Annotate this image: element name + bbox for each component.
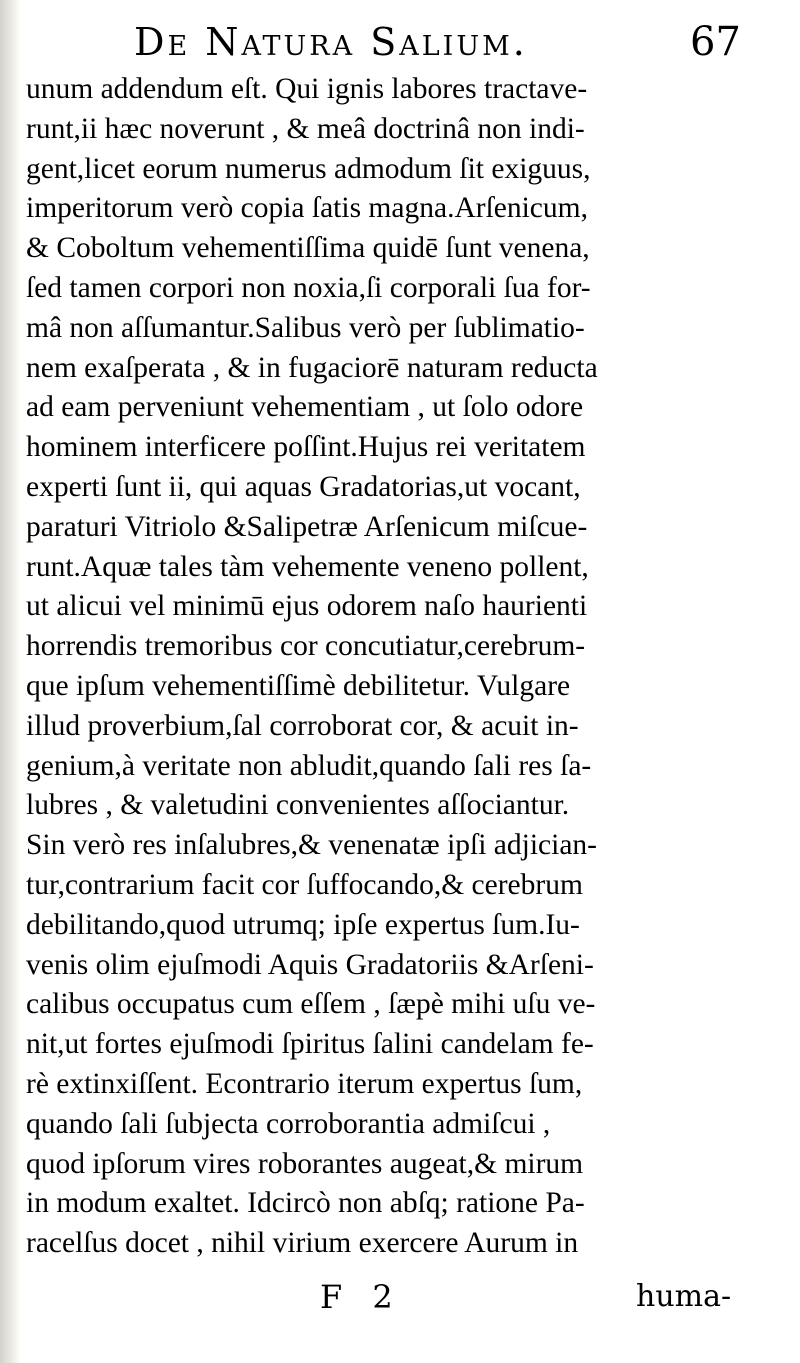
text-line: runt,ii hæc noverunt , & meâ doctrinâ non indi- bbox=[26, 112, 585, 145]
text-line: Sin verò res inſalubres,& venenatæ ipſi adjician- bbox=[26, 829, 598, 862]
text-line: rè extinxiſſent. Econtrario iterum expertus ſum, bbox=[26, 1067, 583, 1100]
text-line: ſed tamen corpori non noxia,ſi corporali ſua for- bbox=[26, 271, 591, 304]
text-line: hominem interficere poſſint.Hujus rei veritatem bbox=[26, 431, 586, 464]
text-line: tur,contrarium facit cor ſuffocando,& cerebrum bbox=[26, 868, 583, 901]
text-line: horrendis tremoribus cor concutiatur,cerebrum- bbox=[26, 630, 586, 663]
text-line: ut alicui vel minimū ejus odorem naſo haurienti bbox=[26, 590, 588, 623]
page-edge-shadow bbox=[0, 0, 22, 1363]
text-line: debilitando,quod utrumq; ipſe expertus ſum.Iu- bbox=[26, 908, 580, 941]
text-line: illud proverbium,ſal corroborat cor, & acuit in- bbox=[26, 709, 579, 742]
body-text bbox=[26, 70, 734, 1264]
text-line: racelſus docet , nihil virium exercere Aurum in bbox=[26, 1227, 579, 1260]
signature-mark: F 2 bbox=[320, 1278, 403, 1316]
text-line: lubres , & valetudini convenientes aſſociantur. bbox=[26, 789, 570, 822]
text-line: gent,licet eorum numerus admodum ſit exiguus, bbox=[26, 152, 591, 185]
text-line: & Coboltum vehementiſſima quidē ſunt venena, bbox=[26, 232, 590, 265]
text-line: runt.Aquæ tales tàm vehemente veneno pollent, bbox=[26, 550, 589, 583]
page-header bbox=[0, 14, 800, 74]
text-line: venis olim ejuſmodi Aquis Gradatoriis &Arſeni- bbox=[26, 948, 594, 981]
catchword: huma- bbox=[636, 1279, 732, 1314]
text-line: nit,ut fortes ejuſmodi ſpiritus ſalini candelam fe- bbox=[26, 1028, 594, 1061]
text-line: in modum exaltet. Idcircò non abſq; ratione Pa- bbox=[26, 1187, 585, 1220]
text-line: nem exaſperata , & in fugaciorē naturam reducta bbox=[26, 351, 598, 384]
text-line: unum addendum eſt. Qui ignis labores tractave- bbox=[26, 73, 588, 105]
text-line: experti ſunt ii, qui aquas Gradatorias,ut vocant, bbox=[26, 470, 581, 503]
text-line: quod ipſorum vires roborantes augeat,& mirum bbox=[26, 1147, 584, 1180]
text-line: genium,à veritate non abludit,quando ſali res ſa- bbox=[26, 749, 592, 782]
text-line: imperitorum verò copia ſatis magna.Arſenicum, bbox=[26, 192, 588, 225]
text-line: mâ non aſſumantur.Salibus verò per ſublimatio- bbox=[26, 311, 585, 344]
text-line: quando ſali ſubjecta corroborantia admiſcui , bbox=[26, 1107, 551, 1140]
page-number: 67 bbox=[690, 19, 741, 65]
text-line: ad eam perveniunt vehementiam , ut ſolo odore bbox=[26, 391, 584, 424]
running-title: De Natura Salium. bbox=[134, 20, 528, 64]
page-footer bbox=[0, 1275, 800, 1325]
text-line: que ipſum vehementiſſimè debilitetur. Vulgare bbox=[26, 669, 571, 702]
text-line: paraturi Vitriolo &Salipetræ Arſenicum miſcue- bbox=[26, 510, 588, 543]
text-line: calibus occupatus cum eſſem , ſæpè mihi uſu ve- bbox=[26, 988, 596, 1021]
